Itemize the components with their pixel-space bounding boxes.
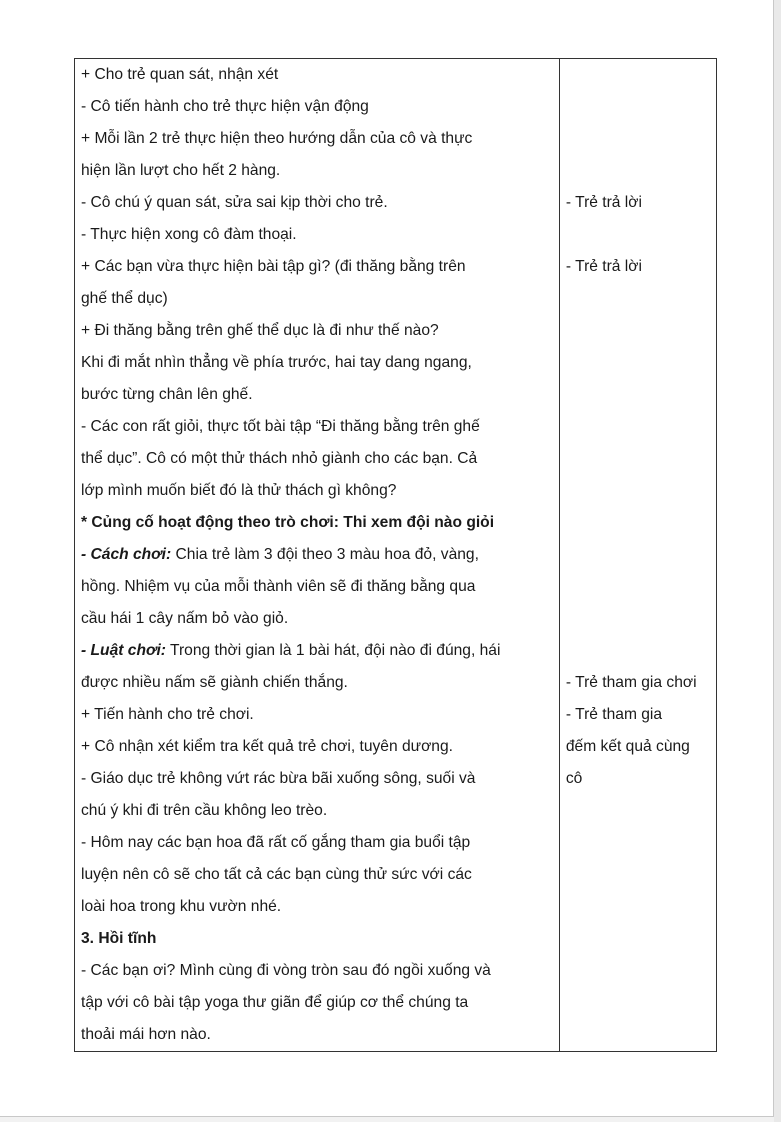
section-heading-game: * Củng cố hoạt động theo trò chơi: Thi xem đội nào giỏi	[81, 514, 495, 531]
child-response-line: cô	[565, 770, 583, 787]
text-line: - Cô chú ý quan sát, sửa sai kịp thời cho trẻ.	[81, 194, 388, 211]
text-line: thể dục”. Cô có một thử thách nhỏ giành cho các bạn. Cả	[81, 450, 478, 467]
table-row	[75, 59, 717, 1052]
text-line: + Cho trẻ quan sát, nhận xét	[81, 66, 279, 83]
text-line: tập với cô bài tập yoga thư giãn để giúp cơ thể chúng ta	[81, 994, 469, 1011]
game-rules-text: Trong thời gian là 1 bài hát, đội nào đi đúng, hái	[165, 642, 501, 659]
child-response-line: - Trẻ tham gia chơi	[565, 674, 697, 691]
text-line: loài hoa trong khu vườn nhé.	[81, 898, 282, 915]
text-line: - Giáo dục trẻ không vứt rác bừa bãi xuống sông, suối và	[81, 770, 476, 787]
text-line: ghế thể dục)	[81, 290, 168, 307]
child-response-line: - Trẻ tham gia	[565, 706, 663, 723]
teacher-activities-cell	[75, 59, 560, 1052]
text-line: - Cô tiến hành cho trẻ thực hiện vận động	[81, 98, 369, 115]
text-line: hồng. Nhiệm vụ của mỗi thành viên sẽ đi thăng bằng qua	[81, 578, 476, 595]
section-heading-cooldown: 3. Hồi tĩnh	[81, 930, 157, 947]
how-to-play-label: - Cách chơi:	[81, 546, 172, 563]
child-response-line: đếm kết quả cùng	[565, 738, 690, 755]
text-line: hiện lần lượt cho hết 2 hàng.	[81, 162, 281, 179]
child-response-line: - Trẻ trả lời	[565, 258, 642, 275]
child-activities-cell	[559, 59, 716, 1052]
text-line: lớp mình muốn biết đó là thử thách gì không?	[81, 482, 397, 499]
text-line: + Cô nhận xét kiểm tra kết quả trẻ chơi, tuyên dương.	[81, 738, 453, 755]
text-line: luyện nên cô sẽ cho tất cả các bạn cùng thử sức với các	[81, 866, 472, 883]
text-line: - Các bạn ơi? Mình cùng đi vòng tròn sau đó ngồi xuống và	[81, 962, 491, 979]
text-line: - Các con rất giỏi, thực tốt bài tập “Đi thăng bằng trên ghế	[81, 418, 480, 435]
text-line	[81, 539, 553, 571]
lesson-plan-table	[74, 58, 717, 1052]
text-line: - Hôm nay các bạn hoa đã rất cố gắng tham gia buổi tập	[81, 834, 471, 851]
text-line: chú ý khi đi trên cầu không leo trèo.	[81, 802, 328, 819]
text-line: bước từng chân lên ghế.	[81, 386, 253, 403]
viewer-scroll-edge	[774, 0, 781, 1122]
text-line: + Đi thăng bằng trên ghế thể dục là đi như thế nào?	[81, 322, 439, 339]
text-line: - Thực hiện xong cô đàm thoại.	[81, 226, 297, 243]
text-line: cầu hái 1 cây nấm bỏ vào giỏ.	[81, 610, 289, 627]
text-line: Khi đi mắt nhìn thẳng về phía trước, hai tay dang ngang,	[81, 354, 472, 371]
how-to-play-text: Chia trẻ làm 3 đội theo 3 màu hoa đỏ, vàng,	[171, 546, 479, 563]
text-line: + Tiến hành cho trẻ chơi.	[81, 706, 254, 723]
text-line: + Các bạn vừa thực hiện bài tập gì? (đi thăng bằng trên	[81, 258, 466, 275]
game-rules-label: - Luật chơi:	[81, 642, 166, 659]
text-line	[81, 635, 553, 667]
text-line: thoải mái hơn nào.	[81, 1026, 211, 1043]
text-line: được nhiều nấm sẽ giành chiến thắng.	[81, 674, 348, 691]
text-line: + Mỗi lần 2 trẻ thực hiện theo hướng dẫn của cô và thực	[81, 130, 473, 147]
child-response-line: - Trẻ trả lời	[565, 194, 642, 211]
